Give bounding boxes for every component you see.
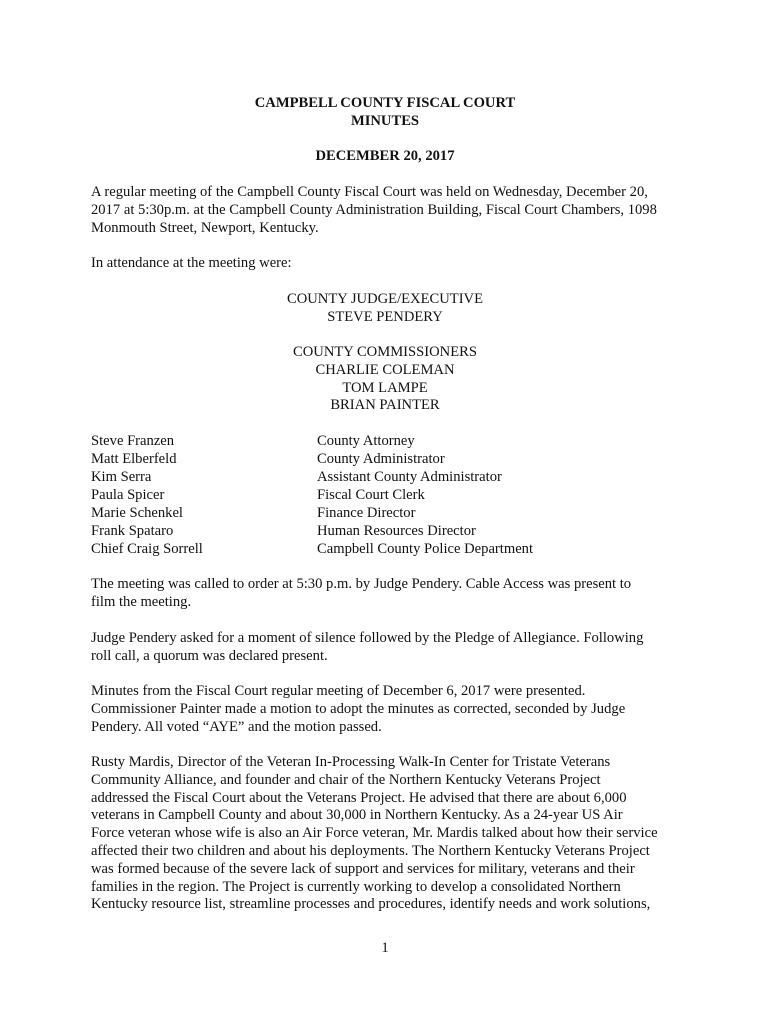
judge-block — [0, 291, 770, 327]
staff-name: Chief Craig Sorrell — [91, 541, 203, 557]
staff-title: County Administrator — [317, 451, 445, 467]
paragraph-line: roll call, a quorum was declared present. — [91, 647, 328, 664]
staff-title: Assistant County Administrator — [317, 469, 502, 485]
staff-title: Fiscal Court Clerk — [317, 487, 425, 503]
body-paragraph — [91, 683, 691, 736]
commissioner-name: CHARLIE COLEMAN — [315, 361, 455, 378]
staff-name: Kim Serra — [91, 469, 152, 485]
paragraph-line: The meeting was called to order at 5:30 p.m. by Judge Pendery. Cable Access was present to — [91, 576, 632, 592]
paragraph-line: Kentucky resource list, streamline processes and procedures, identify needs and work solutions, — [91, 896, 651, 913]
staff-title: Human Resources Director — [317, 523, 476, 539]
staff-name: Steve Franzen — [91, 433, 175, 449]
document-header — [0, 95, 770, 131]
paragraph-line: veterans in Campbell County and about 30,000 in Northern Kentucky. As a 24-year US Air — [91, 807, 623, 824]
paragraph-line: Judge Pendery asked for a moment of silence followed by the Pledge of Allegiance. Following — [91, 630, 644, 646]
paragraph-line: Commissioner Painter made a motion to adopt the minutes as corrected, seconded by Judge — [91, 700, 626, 717]
staff-title: County Attorney — [317, 433, 415, 449]
paragraph-line: families in the region. The Project is currently working to develop a consolidated Northern — [91, 878, 621, 895]
paragraph-line: Community Alliance, and founder and chair of the Northern Kentucky Veterans Project — [91, 771, 601, 788]
paragraph-line: A regular meeting of the Campbell County Fiscal Court was held on Wednesday, December 20, — [91, 184, 648, 200]
body-paragraph — [91, 576, 691, 612]
judge-role: COUNTY JUDGE/EXECUTIVE — [286, 291, 484, 307]
commissioner-name: BRIAN PAINTER — [330, 397, 440, 414]
body-paragraph — [91, 754, 691, 914]
page-number: 1 — [381, 940, 389, 956]
staff-name: Matt Elberfeld — [91, 451, 177, 467]
paragraph-line: affected their two children and about his deployments. The Northern Kentucky Veterans Project — [91, 842, 650, 859]
paragraph-line: was formed because of the severe lack of support and services for military, veterans and their — [91, 860, 635, 877]
paragraph-line: Pendery. All voted “AYE” and the motion passed. — [91, 718, 382, 735]
commissioners-role: COUNTY COMMISSIONERS — [293, 344, 477, 360]
staff-name: Paula Spicer — [91, 487, 165, 503]
staff-title: Finance Director — [317, 505, 416, 521]
paragraph-line: addressed the Fiscal Court about the Veterans Project. He advised that there are about 6,000 — [91, 789, 627, 806]
paragraph-line: Monmouth Street, Newport, Kentucky. — [91, 219, 319, 236]
meeting-date: DECEMBER 20, 2017 — [315, 148, 455, 164]
staff-name: Frank Spataro — [91, 523, 174, 539]
org-title: CAMPBELL COUNTY FISCAL COURT — [254, 95, 516, 111]
body-paragraph — [91, 630, 691, 666]
staff-name: Marie Schenkel — [91, 505, 183, 521]
staff-title: Campbell County Police Department — [317, 541, 534, 557]
attendance-heading: In attendance at the meeting were: — [91, 255, 292, 271]
paragraph-line: Minutes from the Fiscal Court regular meeting of December 6, 2017 were presented. — [91, 683, 586, 699]
paragraph-line: Force veteran whose wife is also an Air Force veteran, Mr. Mardis talked about how their service — [91, 825, 658, 842]
paragraph-line: film the meeting. — [91, 593, 192, 610]
intro-paragraph — [91, 184, 691, 237]
judge-name: STEVE PENDERY — [327, 308, 443, 325]
commissioners-block — [0, 344, 770, 415]
paragraph-line: Rusty Mardis, Director of the Veteran In-Processing Walk-In Center for Tristate Veterans — [91, 754, 611, 770]
commissioner-name: TOM LAMPE — [342, 379, 428, 396]
document-type: MINUTES — [350, 112, 420, 129]
paragraph-line: 2017 at 5:30p.m. at the Campbell County Administration Building, Fiscal Court Chambers, 1098 — [91, 201, 657, 218]
